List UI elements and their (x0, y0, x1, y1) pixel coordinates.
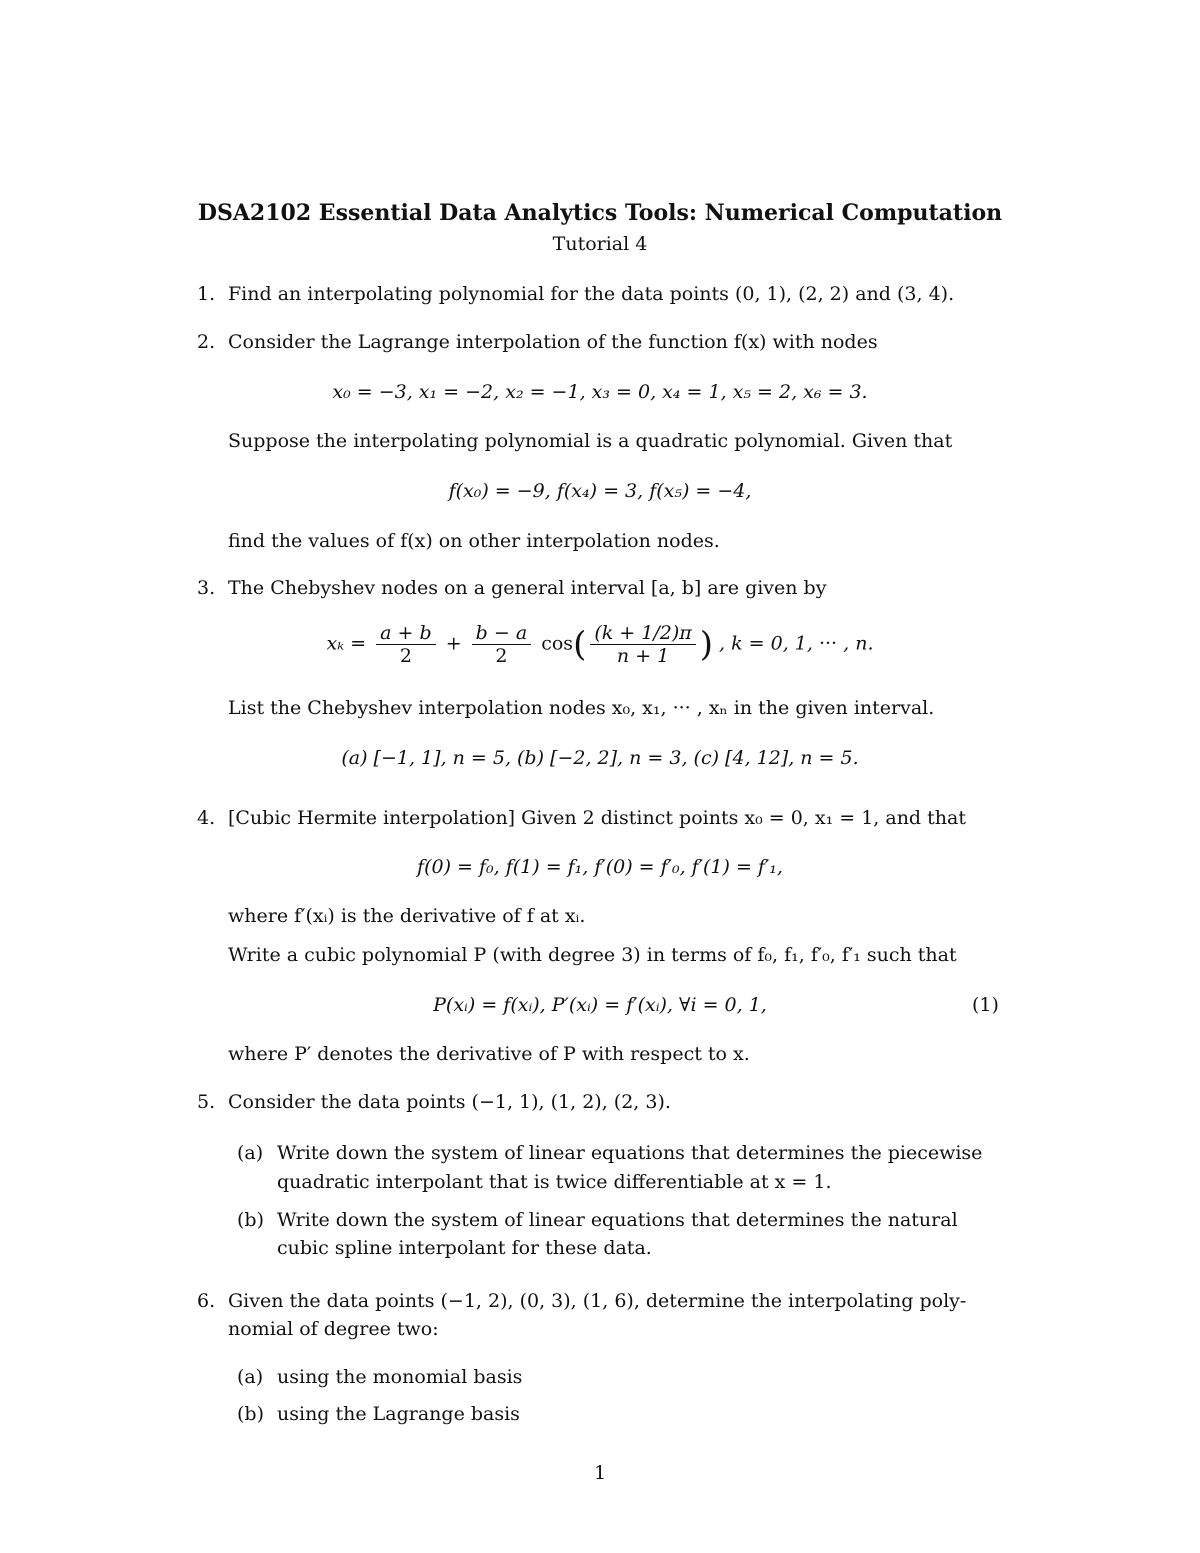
question-2-intro: Consider the Lagrange interpolation of the function f(x) with nodes (228, 331, 878, 353)
question-4-where-p: where P′ denotes the derivative of P with respect to x. (228, 1043, 750, 1065)
question-5b-line-1: Write down the system of linear equations that determines the natural (277, 1209, 958, 1231)
question-1-text: Find an interpolating polynomial for the data points (0, 1), (2, 2) and (3, 4). (228, 283, 955, 305)
question-1-number: 1. (197, 283, 216, 305)
question-2-end: find the values of f(x) on other interpolation nodes. (228, 530, 720, 552)
question-2-number: 2. (197, 331, 216, 353)
question-6a-label: (a) (237, 1366, 264, 1388)
right-paren: ) (699, 624, 713, 665)
page-number: 1 (593, 1462, 607, 1484)
question-2-mid: Suppose the interpolating polynomial is a quadratic polynomial. Given that (228, 430, 953, 452)
question-4-conditions: P(xᵢ) = f(xᵢ), P′(xᵢ) = f′(xᵢ), ∀i = 0, 1, (433, 994, 767, 1016)
cos-function: cos (541, 632, 574, 655)
equation-number: (1) (972, 994, 999, 1016)
question-3-cases: (a) [−1, 1], n = 5, (b) [−2, 2], n = 3, (c) [4, 12], n = 5. (341, 747, 859, 769)
formula-lhs: xₖ = (326, 632, 367, 655)
document-title: DSA2102 Essential Data Analytics Tools: Numerical Computation (197, 200, 1003, 226)
question-6-number: 6. (197, 1290, 216, 1312)
question-2-nodes-equation: x₀ = −3, x₁ = −2, x₂ = −1, x₃ = 0, x₄ = 1, x₅ = 2, x₆ = 3. (332, 381, 868, 403)
question-4-write: Write a cubic polynomial P (with degree 3) in terms of f₀, f₁, f′₀, f′₁ such that (228, 944, 957, 966)
question-6-line-2: nomial of degree two: (228, 1318, 439, 1340)
left-paren: ( (573, 624, 587, 665)
question-5a-label: (a) (237, 1142, 264, 1164)
chebyshev-formula (0, 622, 1200, 667)
question-4-given: f(0) = f₀, f(1) = f₁, f′(0) = f′₀, f′(1) = f′₁, (417, 856, 783, 878)
question-4-where-derivative: where f′(xᵢ) is the derivative of f at xᵢ. (228, 905, 586, 927)
question-4-intro: [Cubic Hermite interpolation] Given 2 distinct points x₀ = 0, x₁ = 1, and that (228, 807, 966, 829)
question-2-values-equation: f(x₀) = −9, f(x₄) = 3, f(x₅) = −4, (448, 480, 752, 502)
plus-sign: + (445, 632, 462, 655)
question-5b-line-2: cubic spline interpolant for these data. (277, 1237, 652, 1259)
question-5-intro: Consider the data points (−1, 1), (1, 2), (2, 3). (228, 1091, 671, 1113)
question-5b-label: (b) (237, 1209, 264, 1231)
question-3-intro: The Chebyshev nodes on a general interval [a, b] are given by (228, 577, 827, 599)
fraction-b-minus-a: $\frac{b - a}{2}$ (472, 622, 532, 667)
document-subtitle: Tutorial 4 (552, 233, 648, 255)
question-6a-text: using the monomial basis (277, 1366, 523, 1388)
question-5a-line-2: quadratic interpolant that is twice differentiable at x = 1. (277, 1171, 832, 1193)
question-4-number: 4. (197, 807, 216, 829)
question-5a-line-1: Write down the system of linear equations that determines the piecewise (277, 1142, 983, 1164)
question-6-line-1: Given the data points (−1, 2), (0, 3), (1, 6), determine the interpolating poly- (228, 1290, 967, 1312)
fraction-k-pi: $\frac{(k + 1/2)\pi}{n + 1}$ (590, 622, 695, 667)
question-6b-text: using the Lagrange basis (277, 1403, 520, 1425)
question-6b-label: (b) (237, 1403, 264, 1425)
formula-tail: , k = 0, 1, ··· , n. (719, 632, 874, 655)
fraction-a-plus-b: $\frac{a + b}{2}$ (376, 622, 436, 667)
question-3-number: 3. (197, 577, 216, 599)
question-3-list: List the Chebyshev interpolation nodes x₀, x₁, ··· , xₙ in the given interval. (228, 697, 935, 719)
question-5-number: 5. (197, 1091, 216, 1113)
